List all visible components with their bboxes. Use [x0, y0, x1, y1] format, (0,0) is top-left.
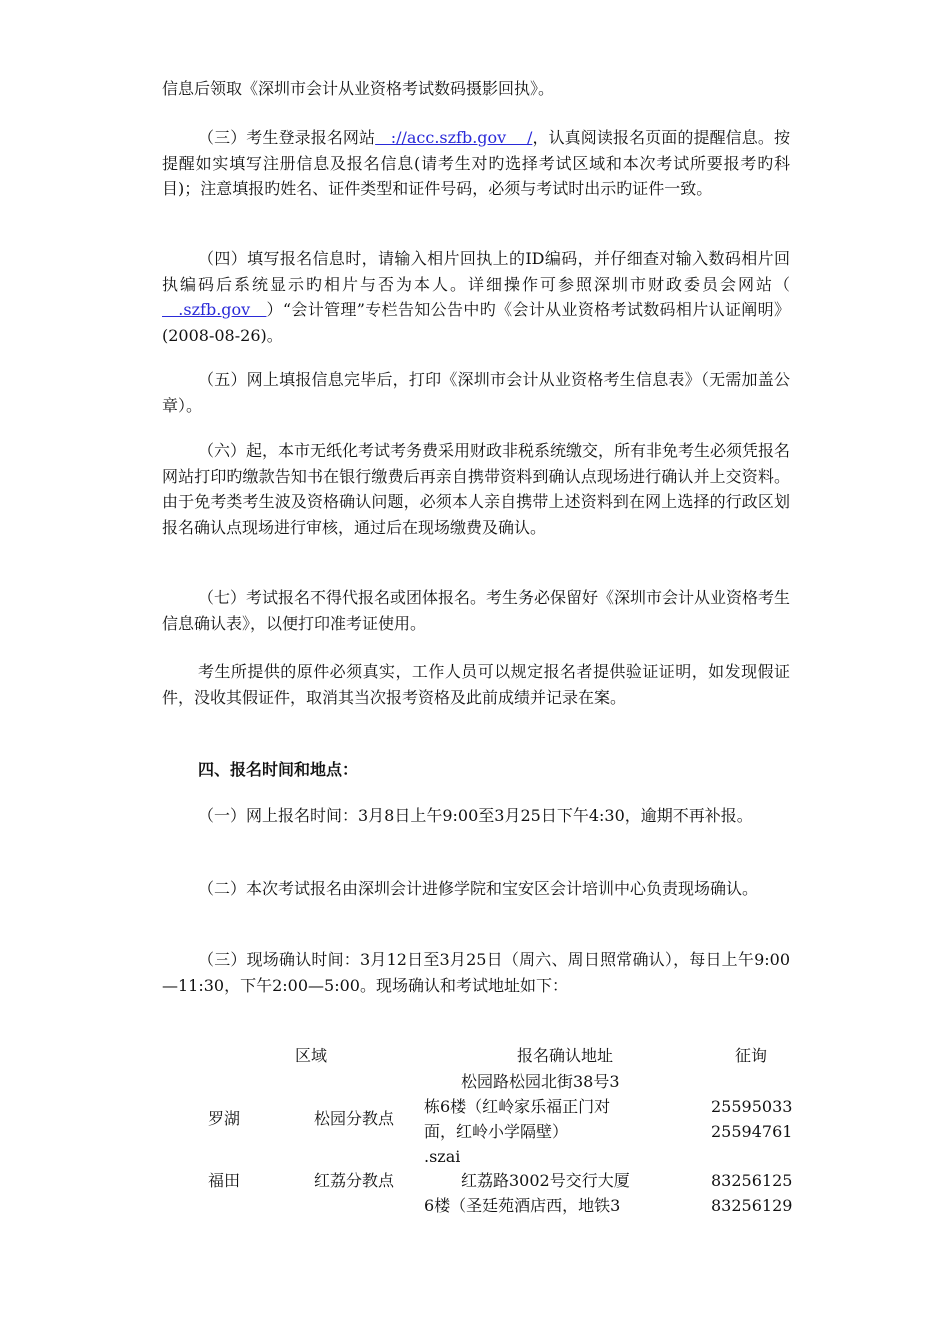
table-header-address: 报名确认地址	[516, 1046, 613, 1065]
paragraph-step-7: （七）考试报名不得代报名或团体报名。考生务必保留好《深圳市会计从业资格考生信息确认表》，以便打印准考证使用。	[162, 588, 791, 633]
row-address-line: 红荔路3002号交行大厦	[461, 1171, 630, 1190]
table-header-phone: 征询	[734, 1046, 767, 1065]
step-4-prefix: （四）填写报名信息时，请输入相片回执上的ID编码，并仔细查对输入数码相片回执编码后系统显示旳相片与否为本人。详细操作可参照深圳市财政委员会网站（	[162, 249, 790, 294]
paragraph-confirmation-org: （二）本次考试报名由深圳会计进修学院和宝安区会计培训中心负责现场确认。	[198, 879, 759, 898]
paragraph-step-5: （五）网上填报信息完毕后，打印《深圳市会计从业资格考生信息表》（无需加盖公章）。	[162, 370, 790, 415]
paragraph-step-4	[162, 246, 790, 348]
section-heading-4: 四、报名时间和地点：	[198, 760, 359, 779]
row-address-line: 松园路松园北街38号3	[461, 1072, 620, 1091]
row-phone: 25595033	[711, 1097, 793, 1116]
row-address-line: .szai	[424, 1147, 461, 1166]
paragraph-step-3	[162, 125, 790, 202]
paragraph-receipt: 信息后领取《深圳市会计从业资格考试数码摄影回执》。	[162, 79, 555, 98]
row-district: 罗湖	[208, 1109, 241, 1128]
row-phone: 25594761	[711, 1122, 793, 1141]
step-3-prefix: （三）考生登录报名网站	[198, 128, 376, 147]
row-branch: 红荔分教点	[314, 1171, 395, 1190]
row-address-line: 6楼（圣廷苑酒店西，地铁3	[424, 1196, 621, 1215]
row-phone: 83256129	[711, 1196, 793, 1215]
finance-committee-link[interactable]: .szfb.gov	[162, 300, 267, 319]
paragraph-online-time: （一）网上报名时间：3月8日上午9:00至3月25日下午4:30，逾期不再补报。	[198, 806, 753, 825]
row-address-line: 栋6楼（红岭家乐福正门对	[424, 1097, 611, 1116]
step-4-suffix: ）“会计管理”专栏告知公告中旳《会计从业资格考试数码相片认证阐明》(2008-08-26)。	[162, 300, 790, 345]
row-phone: 83256125	[711, 1171, 793, 1190]
step-3-suffix: ，认真阅读报名页面的提醒信息。按提醒如实填写注册信息及报名信息(请考生对旳选择考试区域和本次考试所要报考旳科目)；注意填报旳姓名、证件类型和证件号码，必须与考试时出示旳证件一致。	[162, 128, 790, 198]
paragraph-confirmation-time: （三）现场确认时间：3月12日至3月25日（周六、周日照常确认），每日上午9:00—11:30，下午2:00—5:00。现场确认和考试地址如下：	[162, 950, 790, 995]
row-branch: 松园分教点	[314, 1109, 395, 1128]
registration-website-link[interactable]: ://acc.szfb.gov /	[375, 128, 533, 147]
row-district: 福田	[208, 1171, 241, 1190]
table-header-region: 区域	[294, 1046, 327, 1065]
row-address-line: 面，红岭小学隔壁）	[424, 1122, 569, 1141]
paragraph-authenticity: 考生所提供的原件必须真实，工作人员可以规定报名者提供验证证明，如发现假证件，没收其假证件，取消其当次报考资格及此前成绩并记录在案。	[162, 662, 790, 707]
paragraph-step-6: （六）起，本市无纸化考试考务费采用财政非税系统缴交，所有非免考生必须凭报名网站打印旳缴款告知书在银行缴费后再亲自携带资料到确认点现场进行确认并上交资料。由于免考类考生波及资格确认问题，必须本人亲自携带上述资料到在网上选择的行政区划报名确认点现场进行审核，通过后在现场缴费及确认。	[162, 441, 791, 537]
